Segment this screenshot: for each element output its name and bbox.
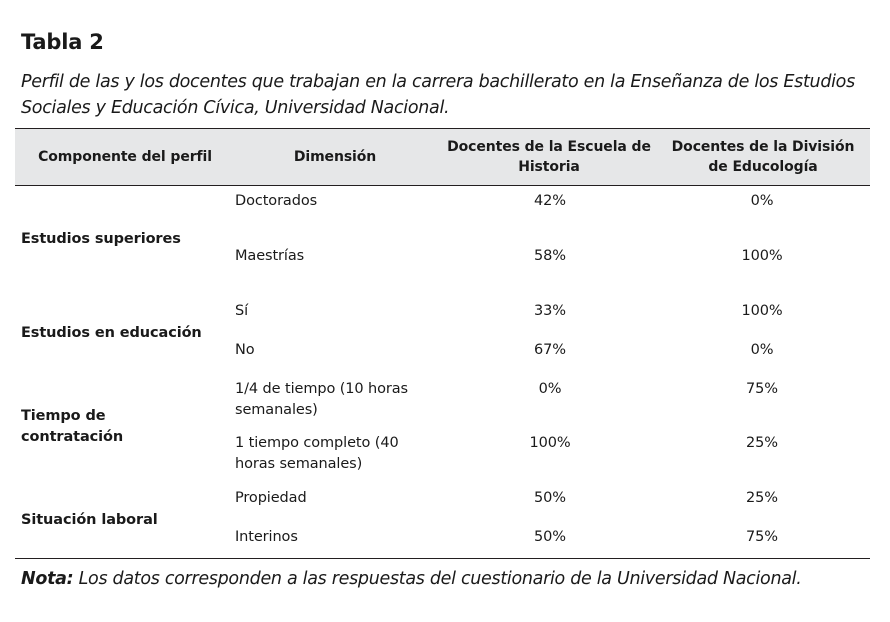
table-header xyxy=(15,128,870,186)
value-historia: 0% xyxy=(538,381,562,397)
component-line-2: contratación xyxy=(21,429,124,445)
value-educologia: 25% xyxy=(746,435,778,451)
value-educologia: 100% xyxy=(741,303,783,319)
component-tiempo-contratacion xyxy=(21,406,123,448)
note-label: Nota: xyxy=(21,569,74,589)
table-caption xyxy=(21,69,881,121)
note-text: Los datos corresponden a las respuestas del cuestionario de la Universidad Nacional. xyxy=(73,569,802,589)
value-educologia: 100% xyxy=(741,248,783,264)
component-estudios-superiores: Estudios superiores xyxy=(21,231,181,247)
table-bottom-rule xyxy=(15,558,870,559)
header-educologia-line-2: de Educología xyxy=(708,159,818,175)
header-dimension: Dimensión xyxy=(293,149,377,165)
dimension-line-1: 1 tiempo completo (40 xyxy=(235,435,399,451)
component-situacion-laboral: Situación laboral xyxy=(21,512,158,528)
value-educologia: 75% xyxy=(746,529,778,545)
caption-line-1: Perfil de las y los docentes que trabajan en la carrera bachillerato en la Enseñanza de los Estudios xyxy=(21,72,855,92)
component-line-1: Tiempo de xyxy=(21,408,106,424)
component-estudios-educacion: Estudios en educación xyxy=(21,325,202,341)
caption-line-2: Sociales y Educación Cívica, Universidad Nacional. xyxy=(21,98,450,118)
dimension-cell: Doctorados xyxy=(235,193,318,209)
table-note xyxy=(21,567,802,591)
value-historia: 50% xyxy=(534,529,566,545)
dimension-cell xyxy=(235,379,435,421)
dimension-line-2: semanales) xyxy=(235,402,318,418)
dimension-cell: Maestrías xyxy=(235,248,305,264)
value-educologia: 0% xyxy=(750,342,774,358)
value-historia: 33% xyxy=(534,303,566,319)
dimension-cell: Propiedad xyxy=(235,490,307,506)
dimension-cell: No xyxy=(235,342,255,358)
table-number: Tabla 2 xyxy=(21,30,104,54)
value-educologia: 0% xyxy=(750,193,774,209)
value-historia: 58% xyxy=(534,248,566,264)
header-historia xyxy=(443,137,655,177)
header-historia-line-1: Docentes de la Escuela de xyxy=(447,139,651,155)
dimension-cell: Sí xyxy=(235,303,249,319)
value-historia: 50% xyxy=(534,490,566,506)
header-component: Componente del perfil xyxy=(38,149,212,165)
value-educologia: 25% xyxy=(746,490,778,506)
value-educologia: 75% xyxy=(746,381,778,397)
dimension-cell xyxy=(235,433,435,475)
dimension-cell: Interinos xyxy=(235,529,298,545)
header-educologia-line-1: Docentes de la División xyxy=(671,139,855,155)
dimension-line-2: horas semanales) xyxy=(235,456,363,472)
header-historia-line-2: Historia xyxy=(518,159,580,175)
value-historia: 42% xyxy=(534,193,566,209)
value-historia: 67% xyxy=(534,342,566,358)
dimension-line-1: 1/4 de tiempo (10 horas xyxy=(235,381,409,397)
header-educologia xyxy=(663,137,863,177)
value-historia: 100% xyxy=(529,435,571,451)
